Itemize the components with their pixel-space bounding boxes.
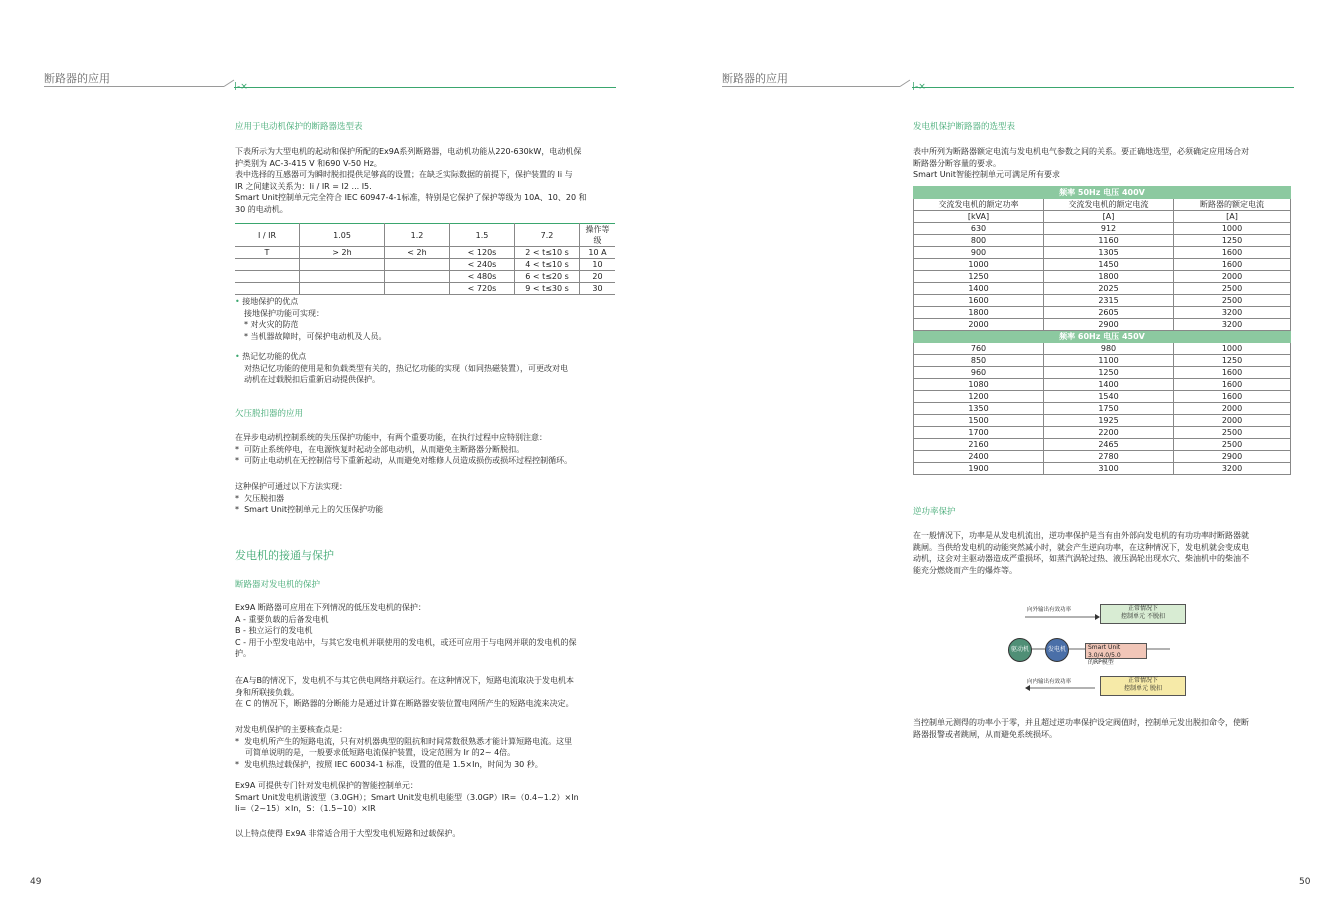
table-cell: 2900 [1044,319,1174,331]
table-cell: 2400 [914,451,1044,463]
table-row [914,391,1291,403]
table-cell: 1800 [914,307,1044,319]
table-cell: 2500 [1174,427,1291,439]
table-cell: 1250 [1174,235,1291,247]
table-row: < 240s 4 < t≤10 s 10 [235,259,615,271]
table-cell: 2025 [1044,283,1174,295]
table-row [914,415,1291,427]
table-cell: 2000 [1174,403,1291,415]
table-row: < 480s 6 < t≤20 s 20 [235,271,615,283]
table-cell: 1540 [1044,391,1174,403]
table-cell: 3100 [1044,463,1174,475]
table-cell: 1800 [1044,271,1174,283]
generator-parallel-text: 在A与B的情况下，发电机不与其它供电网络并联运行。在这种情况下，短路电流取决于发电机本 身和所联接负载。 在 C 的情况下，断路器的分断能力是通过计算在断路器安装位置电网所产生的短路电流来决定。 [235,676,574,708]
generator-control-units: Ex9A 可提供专门针对发电机保护的智能控制单元： Smart Unit发电机谐波型（3.0GH）；Smart Unit发电机电能型（3.0GP）IR=（0.4~1.2）×In Ii=（2~15）×In，S：（1.5~10）×IR [235,781,579,813]
generator-protection-title: 断路器对发电机的保护 [235,580,321,590]
table-cell: 2780 [1044,451,1174,463]
table-cell: 1350 [914,403,1044,415]
table-cell: 1400 [914,283,1044,295]
table-cell: 760 [914,343,1044,355]
right-page-number: 50 [1299,877,1311,887]
table-cell: 1700 [914,427,1044,439]
table-cell: 2000 [1174,271,1291,283]
table-row [914,343,1291,355]
table-cell: 2000 [1174,415,1291,427]
table-row [914,355,1291,367]
table-cell: 912 [1044,223,1174,235]
table-cell: 2605 [1044,307,1174,319]
svg-text:|-×: |-× [912,82,926,90]
generator-section-title: 发电机的接通与保护 [235,549,334,562]
table-row [914,463,1291,475]
undervoltage-text: 在异步电动机控制系统的失压保护功能中，有两个重要功能，在执行过程中应特别注意： * 可防止系统停电，在电源恢复时起动全部电动机，从而避免主断路器分断脱扣。 * 可防止电动机在无控制信号下重新起动，从而避免对维修人员造成损伤或损坏过程控制循环。 [235,433,573,465]
table-cell: 2315 [1044,295,1174,307]
table-cell: 1100 [1044,355,1174,367]
table-cell: 2500 [1174,439,1291,451]
table-row [914,271,1291,283]
bottom-arrow-label: 向内输出有效功率 [1027,679,1072,685]
right-header-rule [722,78,1302,90]
table-cell: 3200 [1174,463,1291,475]
table-header-row: I / IR 1.05 1.2 1.5 7.2 操作等级 [235,224,615,247]
bottom-state-box: 正常情况下 控制单元 脱扣 [1100,676,1186,696]
table-cell: 1305 [1044,247,1174,259]
table-row [914,259,1291,271]
table-row [914,295,1291,307]
table-cell: 2500 [1174,295,1291,307]
smart-unit-box: Smart Unit 3.0/4.0/5.0 的RP模型 [1085,643,1147,659]
table-cell: 1450 [1044,259,1174,271]
table-cell: 1000 [914,259,1044,271]
table-cell: 1200 [914,391,1044,403]
table-row [914,451,1291,463]
table-row [914,307,1291,319]
table-cell: 2900 [1174,451,1291,463]
left-header-rule [44,78,624,90]
table-cell: 1600 [914,295,1044,307]
table-row: T > 2h < 2h < 120s 2 < t≤10 s 10 A [235,247,615,259]
table-cell: 1600 [1174,247,1291,259]
top-state-box: 正常情况下 控制单元 不脱扣 [1100,604,1186,624]
table-cell: 2500 [1174,283,1291,295]
reverse-power-text: 在一般情况下，功率是从发电机流出，逆功率保护是当有由外部向发电机的有功功率时断路器就 跳闸。当供给发电机的动能突然减小时，就会产生逆向功率，在这种情况下，发电机就会变成电 动机，这会对主驱动器造成严重损坏，如蒸汽涡轮过热、液压涡轮出现水穴、柴油机中的柴油不 能充分燃烧而产生的爆炸等。 [913,531,1249,575]
undervoltage-methods: 这种保护可通过以下方法实现： * 欠压脱扣器 * Smart Unit控制单元上的欠压保护功能 [235,482,384,514]
ground-protection-block: • 接地保护的优点 接地保护功能可实现： * 对火灾的防范 * 当机器故障时，可保护电动机及人员。 [235,297,387,341]
table-cell: 1600 [1174,379,1291,391]
table-cell: 1600 [1174,367,1291,379]
right-page-header: 断路器的应用 [722,72,788,85]
table-cell: 1500 [914,415,1044,427]
table-header-row: 交流发电机的额定功率 交流发电机的额定电流 断路器的额定电流 [914,199,1291,211]
table-cell: 800 [914,235,1044,247]
table-cell: 2160 [914,439,1044,451]
band-50hz: 频率 50Hz 电压 400V [914,187,1291,199]
table-row [914,235,1291,247]
table-row [914,379,1291,391]
svg-text:|-×: |-× [234,82,248,90]
table-cell: 1400 [1044,379,1174,391]
table-row: < 720s 9 < t≤30 s 30 [235,283,615,295]
table-cell: 1160 [1044,235,1174,247]
table-row [914,439,1291,451]
table-cell: 1900 [914,463,1044,475]
generator-conclusion: 以上特点使得 Ex9A 非常适合用于大型发电机短路和过载保护。 [235,829,461,838]
reverse-power-title: 逆功率保护 [913,507,956,517]
table-cell: 900 [914,247,1044,259]
table-cell: 1000 [1174,343,1291,355]
table-cell: 1250 [914,271,1044,283]
table-row [914,283,1291,295]
table-cell: 1750 [1044,403,1174,415]
table-cell: 1600 [1174,259,1291,271]
motor-protection-title: 应用于电动机保护的断路器选型表 [235,122,363,132]
table-row [914,223,1291,235]
table-row [914,367,1291,379]
table-cell: 630 [914,223,1044,235]
reverse-power-trip-text: 当控制单元测得的功率小于零，并且超过逆功率保护设定阀值时，控制单元发出脱扣命令，使断 路器报警或者跳闸，从而避免系统损坏。 [913,718,1249,739]
left-page-header: 断路器的应用 [44,72,110,85]
table-cell: 850 [914,355,1044,367]
generator-checkpoints: 对发电机保护的主要核查点是： * 发电机所产生的短路电流，只有对机器典型的阻抗和时间常数很熟悉才能计算短路电流。这里 可简单说明的是，一般要求低短路电流保护装置，设定范围为 Ir 的2~ 4倍。 * 发电机热过载保护，按照 IEC 60034-1 标准，设置的值是 1.5×In，时间为 30 秒。 [235,725,573,769]
generator-breaker-table [913,186,1291,475]
generator-selection-title: 发电机保护断路器的选型表 [913,122,1016,132]
table-cell: 1080 [914,379,1044,391]
generator-cases: Ex9A 断路器可应用在下列情况的低压发电机的保护： A - 重要负载的后备发电机 B - 独立运行的发电机 C - 用于小型发电站中，与其它发电机并联使用的发电机，或还可应用于与电网并联的发电机的保 护。 [235,603,577,658]
table-cell: 1600 [1174,391,1291,403]
motor-trip-class-table [235,223,615,295]
motor-protection-text: 下表所示为大型电机的起动和保护所配的Ex9A系列断路器，电动机功能从220-630kW，电动机保 护类别为 AC-3-415 V 和690 V-50 Hz。 表中选择的互感器可为瞬时脱扣提供足够高的设置；在缺乏实际数据的前提下，保护装置的 Ii 与 IR 之间建议关系为：Ii / IR = I2 ... I5. Smart Unit控制单元完全符合 IEC 60947-4-1标准，特别是它保护了保护等级为 10A、10、20 和 30 的电动机。 [235,147,587,214]
generator-selection-text: 表中所列为断路器额定电流与发电机电气参数之间的关系。要正确地选型，必须确定应用场合对 断路器分断容量的要求。 Smart Unit智能控制单元可满足所有要求 [913,147,1249,179]
reverse-power-diagram [1005,600,1195,700]
table-cell: 2000 [914,319,1044,331]
table-cell: 960 [914,367,1044,379]
table-cell: 980 [1044,343,1174,355]
table-cell: 3200 [1174,307,1291,319]
undervoltage-title: 欠压脱扣器的应用 [235,409,304,419]
table-cell: 2465 [1044,439,1174,451]
driver-circle: 驱动机 [1008,638,1032,662]
left-page-number: 49 [30,877,42,887]
thermal-memory-block: • 热记忆功能的优点 对热记忆功能的使用是和负载类型有关的，热记忆功能的实现（如同热磁装置），可更改对电 动机在过载脱扣后重新启动提供保护。 [235,352,568,384]
table-row [914,247,1291,259]
table-cell: 1250 [1174,355,1291,367]
table-units-row: [kVA] [A] [A] [914,211,1291,223]
generator-circle: 发电机 [1045,638,1069,662]
top-arrow-label: 向外输出有效功率 [1027,607,1072,613]
table-cell: 2200 [1044,427,1174,439]
band-60hz: 频率 60Hz 电压 450V [914,331,1291,343]
table-row [914,319,1291,331]
table-cell: 3200 [1174,319,1291,331]
table-cell: 1250 [1044,367,1174,379]
table-row [914,403,1291,415]
table-cell: 1000 [1174,223,1291,235]
table-row [914,427,1291,439]
table-cell: 1925 [1044,415,1174,427]
